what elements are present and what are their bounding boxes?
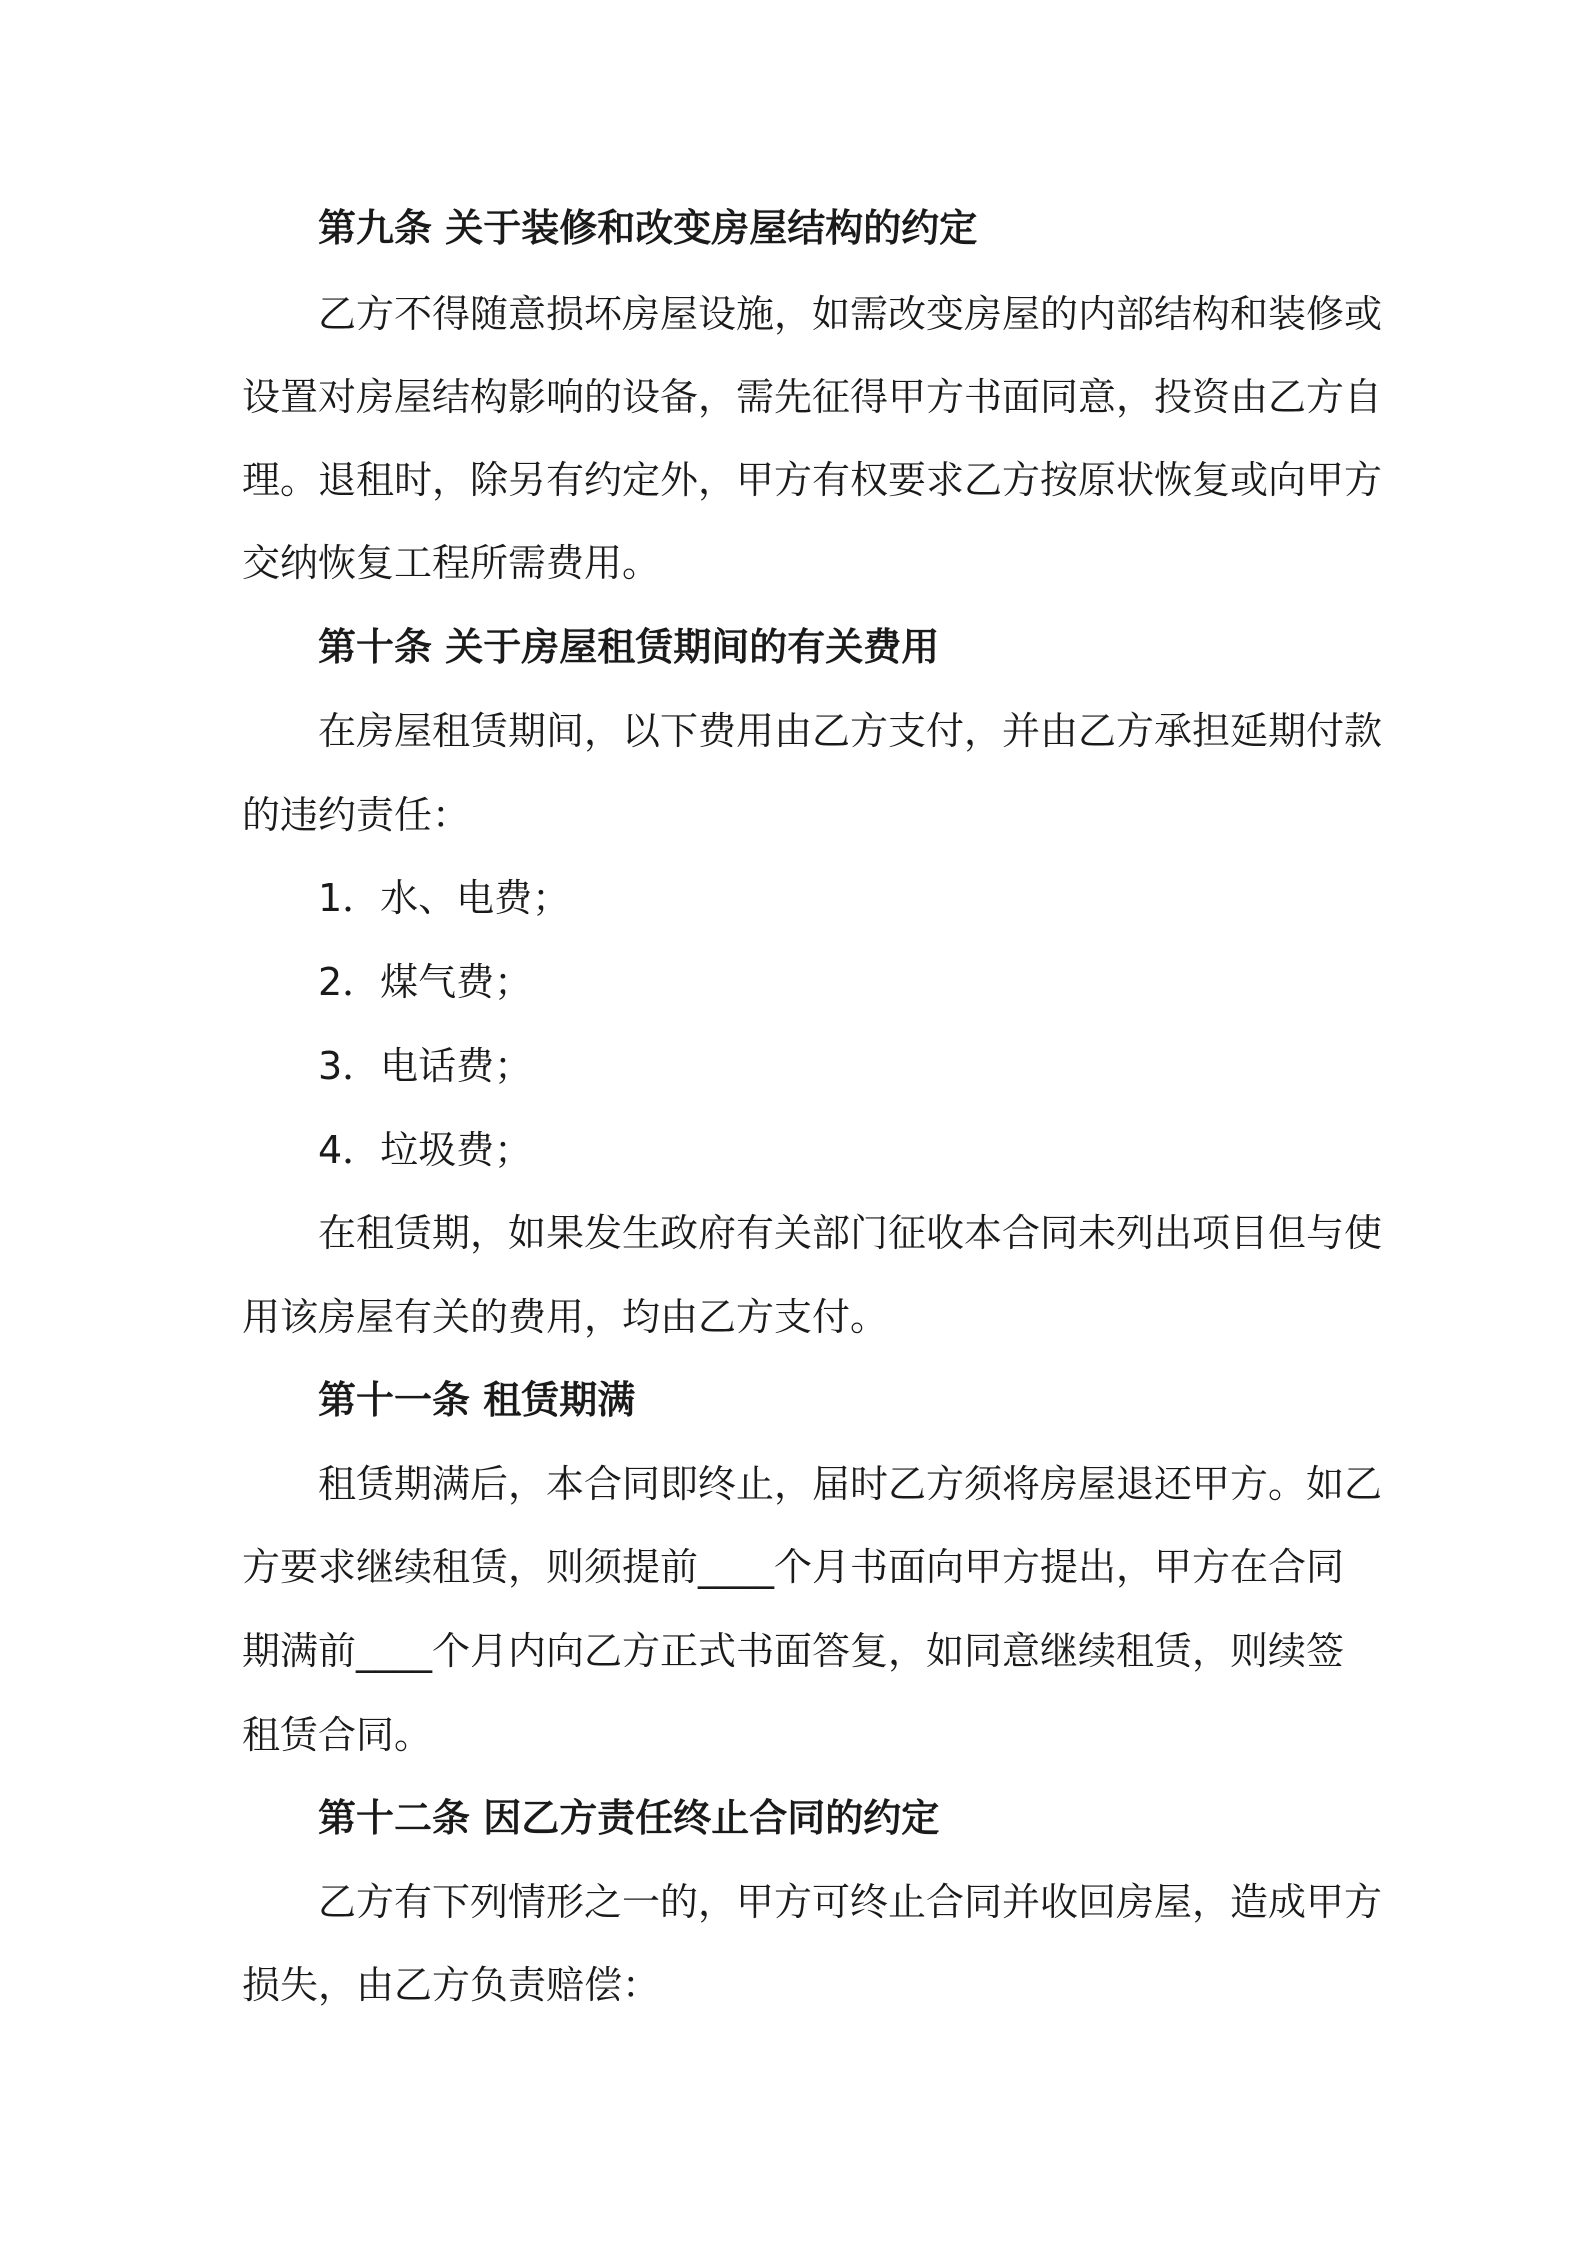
paragraph-line: 在房屋租赁期间，以下费用由乙方支付，并由乙方承担延期付款 bbox=[318, 709, 1383, 753]
list-item: 1．水、电费； bbox=[318, 876, 571, 920]
article-11-heading: 第十一条 租赁期满 bbox=[318, 1378, 636, 1422]
paragraph-line: 在租赁期，如果发生政府有关部门征收本合同未列出项目但与使 bbox=[318, 1211, 1383, 1255]
list-item: 4．垃圾费； bbox=[318, 1128, 533, 1172]
paragraph-line: 期满前____个月内向乙方正式书面答复，如同意继续租赁，则续签 bbox=[242, 1629, 1345, 1673]
paragraph-line: 设置对房屋结构影响的设备，需先征得甲方书面同意，投资由乙方自 bbox=[242, 375, 1383, 419]
paragraph-line: 方要求继续租赁，则须提前____个月书面向甲方提出，甲方在合同 bbox=[242, 1545, 1345, 1589]
paragraph-line: 理。退租时，除另有约定外，甲方有权要求乙方按原状恢复或向甲方 bbox=[242, 458, 1383, 502]
paragraph-line: 乙方不得随意损坏房屋设施，如需改变房屋的内部结构和装修或 bbox=[318, 292, 1383, 336]
paragraph-line: 的违约责任： bbox=[242, 793, 471, 837]
article-9-heading: 第九条 关于装修和改变房屋结构的约定 bbox=[318, 206, 978, 250]
paragraph-line: 损失，由乙方负责赔偿： bbox=[242, 1963, 661, 2007]
list-item: 2．煤气费； bbox=[318, 960, 533, 1004]
article-10-heading: 第十条 关于房屋租赁期间的有关费用 bbox=[318, 625, 940, 669]
article-12-heading: 第十二条 因乙方责任终止合同的约定 bbox=[318, 1796, 940, 1840]
paragraph-line: 乙方有下列情形之一的，甲方可终止合同并收回房屋，造成甲方 bbox=[318, 1880, 1383, 1924]
paragraph-line: 租赁合同。 bbox=[242, 1713, 433, 1757]
paragraph-line: 用该房屋有关的费用，均由乙方支付。 bbox=[242, 1295, 889, 1339]
paragraph-line: 租赁期满后，本合同即终止，届时乙方须将房屋退还甲方。如乙 bbox=[318, 1462, 1383, 1506]
paragraph-line: 交纳恢复工程所需费用。 bbox=[242, 541, 661, 585]
list-item: 3．电话费； bbox=[318, 1044, 533, 1088]
